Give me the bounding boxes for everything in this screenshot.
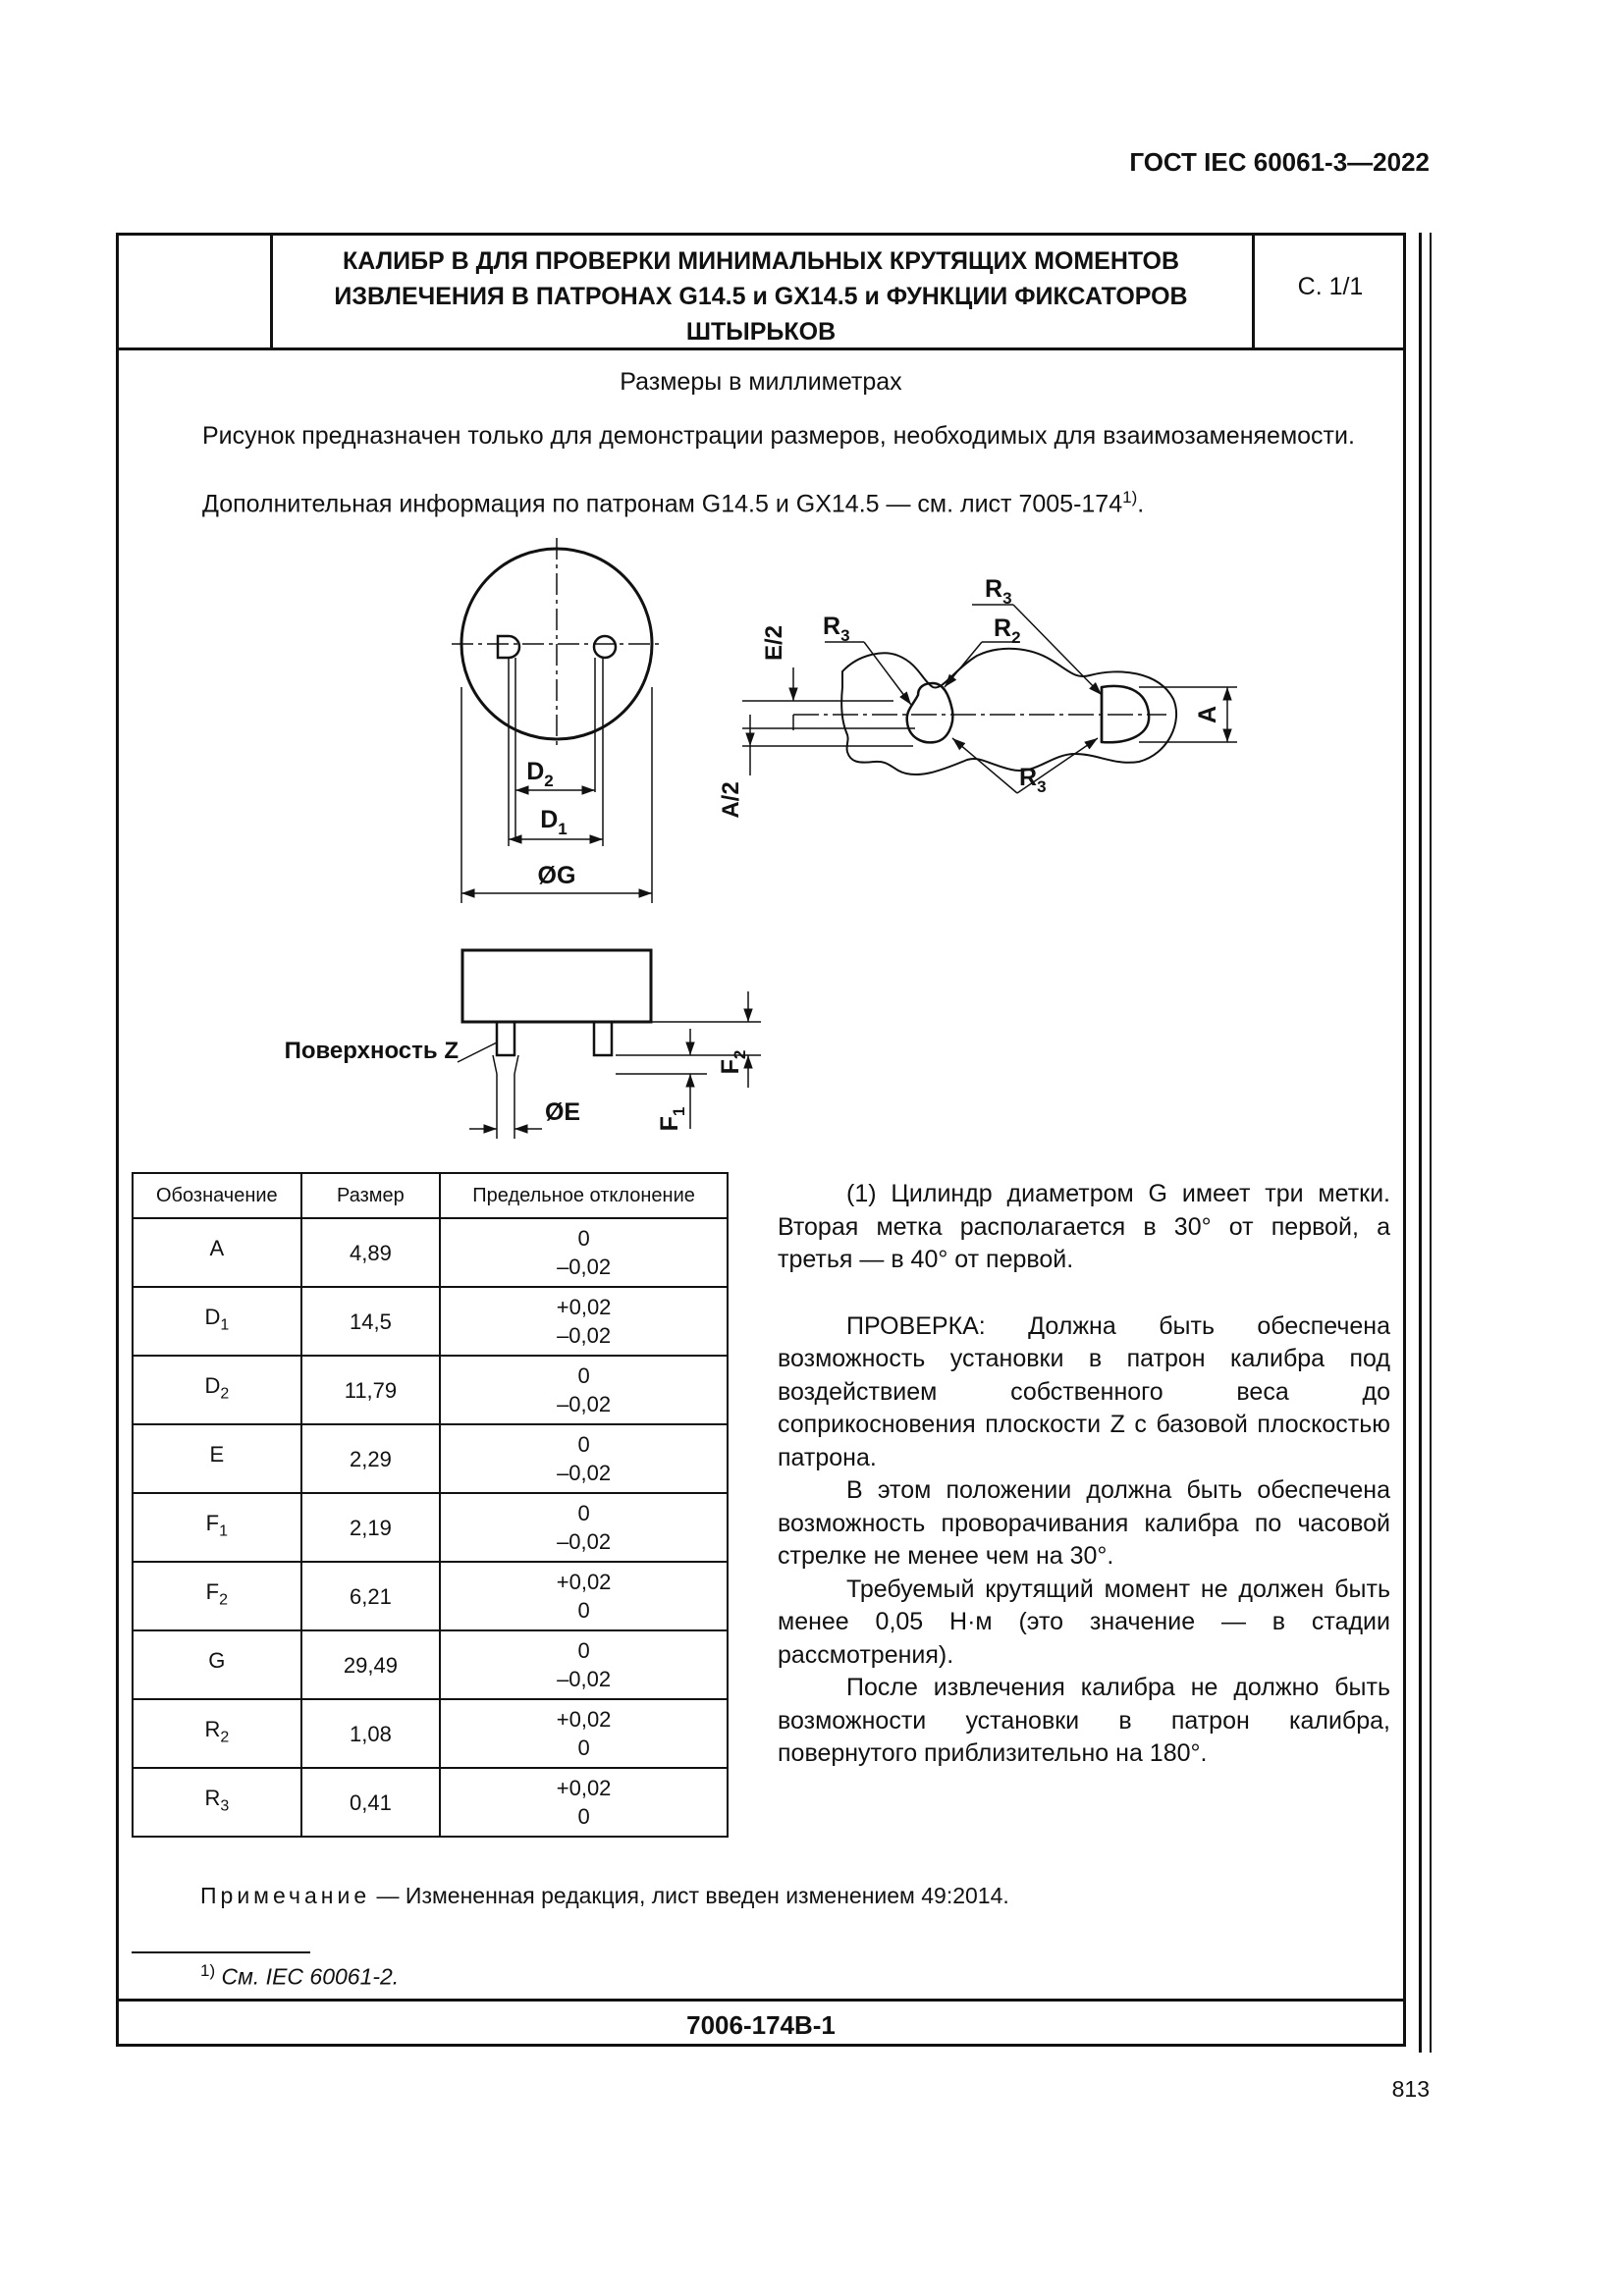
- symbol: E: [209, 1442, 225, 1468]
- tolerance-cell: [440, 1699, 728, 1768]
- symbol-subscript: 2: [220, 1729, 230, 1746]
- symbol-cell: [133, 1218, 301, 1287]
- tolerance-upper: +0,02: [556, 1570, 612, 1594]
- sheet-code: 7006-174B-1: [686, 2010, 836, 2040]
- units-note: Размеры в миллиметрах: [620, 368, 902, 396]
- rotation-paragraph: В этом положении должна быть обеспечена возможность проворачивания калибра по часовой стрелке не менее чем на 30°.: [778, 1476, 1390, 1570]
- tolerance-lower: –0,02: [557, 1323, 612, 1348]
- tolerance-lower: –0,02: [557, 1461, 612, 1485]
- tolerance-lower: 0: [577, 1804, 590, 1829]
- note-label: Примечание: [200, 1883, 371, 1908]
- tolerance-cell: [440, 1562, 728, 1630]
- symbol-cell: [133, 1768, 301, 1837]
- symbol: R: [204, 1786, 221, 1811]
- standard-number: ГОСТ IEC 60061-3—2022: [1129, 147, 1430, 177]
- tolerance-lower: –0,02: [557, 1392, 612, 1416]
- tolerance-upper: 0: [577, 1501, 590, 1525]
- symbol-subscript: 3: [220, 1797, 230, 1815]
- column-header: Размер: [301, 1173, 441, 1218]
- table-row: [133, 1562, 728, 1630]
- symbol: R: [204, 1717, 221, 1742]
- leader-r2: [945, 642, 982, 687]
- symbol-cell: [133, 1630, 301, 1699]
- size-cell: 29,49: [301, 1630, 441, 1699]
- tolerance-upper: +0,02: [556, 1776, 612, 1800]
- torque-paragraph: Требуемый крутящий момент не должен быть менее 0,05 Н·м (это значение — в стадии рассмотрения).: [778, 1575, 1390, 1669]
- table-row: [133, 1699, 728, 1768]
- size-cell: 14,5: [301, 1287, 441, 1356]
- label-r2: $R_2$: [994, 614, 1021, 647]
- label-r3-left: $R_3$: [823, 613, 850, 645]
- table-header-row: [133, 1173, 728, 1218]
- tolerance-upper: 0: [577, 1638, 590, 1663]
- label-d2: $D_2$: [526, 758, 554, 790]
- tolerance-cell: [440, 1218, 728, 1287]
- label-surface-z: Поверхность Z: [284, 1038, 459, 1064]
- title-line: ШТЫРЬКОВ: [685, 318, 837, 346]
- slot-left-keyhole: [907, 683, 953, 742]
- symbol-subscript: 2: [219, 1591, 229, 1609]
- title-line: КАЛИБР В ДЛЯ ПРОВЕРКИ МИНИМАЛЬНЫХ КРУТЯЩИХ МОМЕНТОВ: [342, 247, 1180, 275]
- size-cell: 11,79: [301, 1356, 441, 1424]
- symbol: F: [205, 1511, 220, 1536]
- pin-left: [497, 1022, 514, 1055]
- tolerance-lower: 0: [577, 1598, 590, 1623]
- tolerance-upper: 0: [577, 1432, 590, 1457]
- check-paragraph: ПРОВЕРКА: Должна быть обеспечена возможность установки в патрон калибра под воздействием собственного веса до соприкосновения плоскости Z с базовой плоскостью патрона.: [778, 1311, 1390, 1471]
- tolerance-upper: 0: [577, 1363, 590, 1388]
- label-d1: $D_1$: [540, 806, 568, 838]
- tolerance-cell: [440, 1768, 728, 1837]
- tolerance-cell: [440, 1630, 728, 1699]
- leader-r3-left: [864, 642, 911, 705]
- tolerance-cell: [440, 1493, 728, 1562]
- table-row: [133, 1630, 728, 1699]
- label-f2: $F_2$: [717, 1049, 749, 1075]
- footnote-ref: 1): [1122, 488, 1138, 507]
- symbol-cell: [133, 1493, 301, 1562]
- size-cell: 2,19: [301, 1493, 441, 1562]
- gauge-side-body: [462, 950, 651, 1022]
- intro-paragraph-2-end: .: [1137, 490, 1145, 518]
- footnote-mark: 1): [200, 1961, 216, 1980]
- table-row: [133, 1287, 728, 1356]
- dimensions-table: [132, 1172, 729, 1838]
- label-g: ØG: [537, 862, 576, 889]
- marks-paragraph: (1) Цилиндр диаметром G имеет три метки. Вторая метка располагается в 30° от первой, а третья — в 40° от первой.: [778, 1180, 1390, 1273]
- removal-paragraph: После извлечения калибра не должно быть возможности установки в патрон калибра, повернутого приблизительно на 180°.: [778, 1674, 1390, 1767]
- symbol: A: [209, 1236, 225, 1261]
- tolerance-cell: [440, 1356, 728, 1424]
- label-f1: $F_1$: [656, 1106, 688, 1132]
- footnote: [200, 1961, 399, 1991]
- table-row: [133, 1493, 728, 1562]
- intro-paragraph-2-text: Дополнительная информация по патронам G14.5 и GX14.5 — см. лист 7005-174: [202, 490, 1123, 518]
- slot-detail-outline: [841, 649, 1176, 774]
- column-header: Обозначение: [133, 1173, 301, 1218]
- size-cell: 2,29: [301, 1424, 441, 1493]
- tolerance-lower: –0,02: [557, 1529, 612, 1554]
- symbol-subscript: 2: [220, 1385, 230, 1403]
- symbol-cell: [133, 1424, 301, 1493]
- footnote-text: См. IEC 60061-2.: [215, 1963, 400, 1990]
- note-text: — Измененная редакция, лист введен изменением 49:2014.: [370, 1883, 1009, 1908]
- page-number: 813: [1391, 2076, 1430, 2102]
- check-procedure-text: [778, 1178, 1390, 1771]
- tolerance-lower: –0,02: [557, 1667, 612, 1691]
- label-a: A: [1194, 705, 1221, 724]
- symbol: D: [204, 1305, 221, 1330]
- note: [200, 1883, 1009, 1909]
- pin-hole-left: [498, 636, 519, 658]
- table-body: [133, 1218, 728, 1837]
- tolerance-upper: +0,02: [556, 1295, 612, 1319]
- symbol: F: [205, 1579, 220, 1605]
- tolerance-cell: [440, 1424, 728, 1493]
- pin-right: [594, 1022, 612, 1055]
- size-cell: 6,21: [301, 1562, 441, 1630]
- tolerance-cell: [440, 1287, 728, 1356]
- table-row: [133, 1768, 728, 1837]
- leader-r3-bottom: [952, 738, 1017, 793]
- title-line: ИЗВЛЕЧЕНИЯ В ПАТРОНАХ G14.5 и GX14.5 и ФУНКЦИИ ФИКСАТОРОВ: [334, 283, 1188, 310]
- size-cell: 1,08: [301, 1699, 441, 1768]
- symbol-subscript: 1: [220, 1316, 230, 1334]
- symbol-cell: [133, 1562, 301, 1630]
- table-row: [133, 1218, 728, 1287]
- pin-hole-right: [594, 636, 616, 658]
- symbol-cell: [133, 1699, 301, 1768]
- label-r3-bottom: $R_3$: [1019, 764, 1047, 796]
- symbol-cell: [133, 1356, 301, 1424]
- column-header: Предельное отклонение: [440, 1173, 728, 1218]
- label-a-half: A/2: [718, 781, 744, 819]
- tolerance-upper: +0,02: [556, 1707, 612, 1732]
- label-e-half: E/2: [761, 624, 787, 662]
- footnote-separator: [132, 1951, 310, 1953]
- sheet-number: С. 1/1: [1297, 273, 1364, 300]
- table-row: [133, 1424, 728, 1493]
- size-cell: 0,41: [301, 1768, 441, 1837]
- table-row: [133, 1356, 728, 1424]
- symbol: G: [208, 1648, 226, 1674]
- label-e: ØE: [544, 1098, 581, 1126]
- label-r3-top: $R_3$: [985, 575, 1012, 608]
- intro-paragraph-1: Рисунок предназначен только для демонстрации размеров, необходимых для взаимозаменяемости.: [202, 422, 1355, 450]
- size-cell: 4,89: [301, 1218, 441, 1287]
- tolerance-lower: 0: [577, 1735, 590, 1760]
- symbol-subscript: 1: [219, 1522, 229, 1540]
- footer-divider: [116, 1999, 1406, 2002]
- tolerance-upper: 0: [577, 1226, 590, 1251]
- symbol: D: [204, 1373, 221, 1399]
- tolerance-lower: –0,02: [557, 1255, 612, 1279]
- symbol-cell: [133, 1287, 301, 1356]
